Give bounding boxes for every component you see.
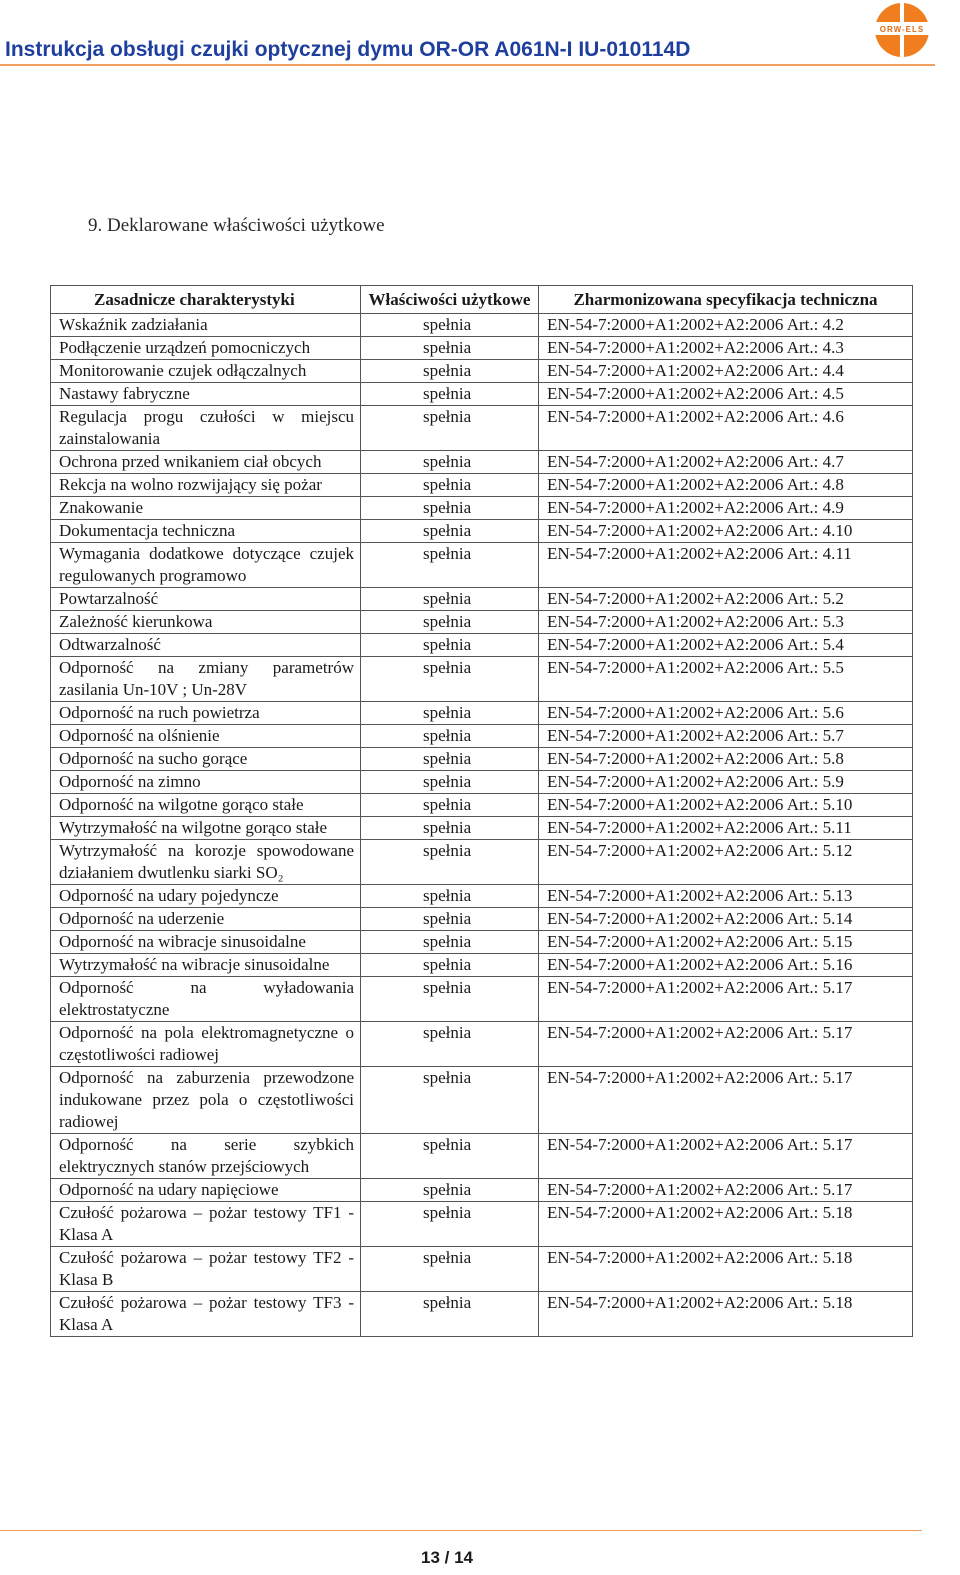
- table-row: [51, 543, 913, 588]
- cell-property: spełnia: [361, 908, 539, 931]
- cell-specification: EN-54-7:2000+A1:2002+A2:2006 Art.: 5.6: [539, 702, 913, 725]
- cell-property: spełnia: [361, 634, 539, 657]
- cell-characteristic: Odporność na udary napięciowe: [51, 1179, 361, 1202]
- cell-characteristic: Odporność na wyładowania elektrostatyczne: [51, 977, 361, 1022]
- cell-characteristic: Wytrzymałość na wilgotne gorąco stałe: [51, 817, 361, 840]
- cell-characteristic: Odporność na zimno: [51, 771, 361, 794]
- cell-specification: EN-54-7:2000+A1:2002+A2:2006 Art.: 5.13: [539, 885, 913, 908]
- cell-specification: EN-54-7:2000+A1:2002+A2:2006 Art.: 4.7: [539, 451, 913, 474]
- cell-property: spełnia: [361, 543, 539, 588]
- cell-specification: EN-54-7:2000+A1:2002+A2:2006 Art.: 5.18: [539, 1247, 913, 1292]
- cell-characteristic: Odporność na serie szybkich elektrycznych stanów przejściowych: [51, 1134, 361, 1179]
- cell-property: spełnia: [361, 1247, 539, 1292]
- cell-specification: EN-54-7:2000+A1:2002+A2:2006 Art.: 5.5: [539, 657, 913, 702]
- company-logo: [870, 0, 940, 62]
- table-row: [51, 1292, 913, 1337]
- cell-specification: EN-54-7:2000+A1:2002+A2:2006 Art.: 5.10: [539, 794, 913, 817]
- table-row: [51, 383, 913, 406]
- cell-property: spełnia: [361, 1134, 539, 1179]
- table-row: [51, 406, 913, 451]
- cell-property: spełnia: [361, 977, 539, 1022]
- cell-specification: EN-54-7:2000+A1:2002+A2:2006 Art.: 5.18: [539, 1292, 913, 1337]
- cell-specification: EN-54-7:2000+A1:2002+A2:2006 Art.: 5.14: [539, 908, 913, 931]
- cell-property: spełnia: [361, 360, 539, 383]
- column-header-properties: Właściwości użytkowe: [361, 286, 539, 314]
- table-row: [51, 1247, 913, 1292]
- table-header-row: [51, 286, 913, 314]
- cell-property: spełnia: [361, 451, 539, 474]
- cell-specification: EN-54-7:2000+A1:2002+A2:2006 Art.: 4.2: [539, 314, 913, 337]
- cell-characteristic: Czułość pożarowa – pożar testowy TF2 - Klasa B: [51, 1247, 361, 1292]
- table-row: [51, 840, 913, 885]
- table-body: [51, 314, 913, 1337]
- header-divider: [0, 64, 935, 66]
- cell-characteristic: Odporność na zmiany parametrów zasilania Un-10V ; Un-28V: [51, 657, 361, 702]
- footer-divider: [0, 1530, 922, 1531]
- cell-specification: EN-54-7:2000+A1:2002+A2:2006 Art.: 5.16: [539, 954, 913, 977]
- cell-characteristic: Wskaźnik zadziałania: [51, 314, 361, 337]
- cell-characteristic: Nastawy fabryczne: [51, 383, 361, 406]
- table-row: [51, 497, 913, 520]
- table-row: [51, 931, 913, 954]
- page-number: 13 / 14: [421, 1548, 473, 1567]
- cell-property: spełnia: [361, 1202, 539, 1247]
- cell-property: spełnia: [361, 314, 539, 337]
- cell-characteristic: Odtwarzalność: [51, 634, 361, 657]
- cell-specification: EN-54-7:2000+A1:2002+A2:2006 Art.: 5.15: [539, 931, 913, 954]
- cell-specification: EN-54-7:2000+A1:2002+A2:2006 Art.: 4.4: [539, 360, 913, 383]
- table-row: [51, 520, 913, 543]
- table-row: [51, 885, 913, 908]
- column-header-characteristics: Zasadnicze charakterystyki: [51, 286, 361, 314]
- cell-property: spełnia: [361, 1022, 539, 1067]
- cell-characteristic: Odporność na wibracje sinusoidalne: [51, 931, 361, 954]
- cell-property: spełnia: [361, 794, 539, 817]
- table-row: [51, 657, 913, 702]
- cell-property: spełnia: [361, 817, 539, 840]
- cell-property: spełnia: [361, 931, 539, 954]
- cell-characteristic: Wytrzymałość na wibracje sinusoidalne: [51, 954, 361, 977]
- cell-specification: EN-54-7:2000+A1:2002+A2:2006 Art.: 4.6: [539, 406, 913, 451]
- cell-property: spełnia: [361, 748, 539, 771]
- cell-property: spełnia: [361, 474, 539, 497]
- table-row: [51, 748, 913, 771]
- table-row: [51, 702, 913, 725]
- cell-property: spełnia: [361, 611, 539, 634]
- cell-specification: EN-54-7:2000+A1:2002+A2:2006 Art.: 5.17: [539, 977, 913, 1022]
- cell-specification: EN-54-7:2000+A1:2002+A2:2006 Art.: 5.7: [539, 725, 913, 748]
- cell-characteristic: Powtarzalność: [51, 588, 361, 611]
- cell-specification: EN-54-7:2000+A1:2002+A2:2006 Art.: 4.10: [539, 520, 913, 543]
- cell-specification: EN-54-7:2000+A1:2002+A2:2006 Art.: 5.4: [539, 634, 913, 657]
- document-title: Instrukcja obsługi czujki optycznej dymu OR-OR A061N-I IU-010114D: [5, 38, 691, 61]
- cell-characteristic: Odporność na sucho gorące: [51, 748, 361, 771]
- cell-specification: EN-54-7:2000+A1:2002+A2:2006 Art.: 4.5: [539, 383, 913, 406]
- cell-property: spełnia: [361, 1179, 539, 1202]
- cell-characteristic: Odporność na uderzenie: [51, 908, 361, 931]
- table-row: [51, 1202, 913, 1247]
- table-row: [51, 725, 913, 748]
- table-row: [51, 908, 913, 931]
- table-row: [51, 588, 913, 611]
- table-row: [51, 1179, 913, 1202]
- cell-property: spełnia: [361, 954, 539, 977]
- cell-specification: EN-54-7:2000+A1:2002+A2:2006 Art.: 5.8: [539, 748, 913, 771]
- cell-characteristic: Znakowanie: [51, 497, 361, 520]
- cell-property: spełnia: [361, 1067, 539, 1134]
- cell-property: spełnia: [361, 657, 539, 702]
- cell-specification: EN-54-7:2000+A1:2002+A2:2006 Art.: 5.17: [539, 1022, 913, 1067]
- column-header-specification: Zharmonizowana specyfikacja techniczna: [539, 286, 913, 314]
- cell-property: spełnia: [361, 520, 539, 543]
- cell-property: spełnia: [361, 497, 539, 520]
- cell-property: spełnia: [361, 771, 539, 794]
- table-row: [51, 634, 913, 657]
- cell-property: spełnia: [361, 1292, 539, 1337]
- logo-text: ORW-ELS: [879, 25, 925, 34]
- cell-property: spełnia: [361, 702, 539, 725]
- cell-specification: EN-54-7:2000+A1:2002+A2:2006 Art.: 5.12: [539, 840, 913, 885]
- table-row: [51, 771, 913, 794]
- cell-characteristic: Ochrona przed wnikaniem ciał obcych: [51, 451, 361, 474]
- cell-characteristic: Podłączenie urządzeń pomocniczych: [51, 337, 361, 360]
- cell-specification: EN-54-7:2000+A1:2002+A2:2006 Art.: 4.3: [539, 337, 913, 360]
- table-row: [51, 360, 913, 383]
- table-row: [51, 611, 913, 634]
- cell-specification: EN-54-7:2000+A1:2002+A2:2006 Art.: 5.3: [539, 611, 913, 634]
- table-row: [51, 1067, 913, 1134]
- cell-specification: EN-54-7:2000+A1:2002+A2:2006 Art.: 5.18: [539, 1202, 913, 1247]
- table-row: [51, 451, 913, 474]
- table-row: [51, 954, 913, 977]
- section-heading: 9. Deklarowane właściwości użytkowe: [88, 215, 385, 236]
- cell-property: spełnia: [361, 383, 539, 406]
- cell-characteristic: Czułość pożarowa – pożar testowy TF3 - Klasa A: [51, 1292, 361, 1337]
- cell-property: spełnia: [361, 406, 539, 451]
- cell-property: spełnia: [361, 725, 539, 748]
- cell-specification: EN-54-7:2000+A1:2002+A2:2006 Art.: 5.11: [539, 817, 913, 840]
- cell-characteristic: Zależność kierunkowa: [51, 611, 361, 634]
- table-row: [51, 1134, 913, 1179]
- cell-property: spełnia: [361, 337, 539, 360]
- cell-characteristic: Odporność na olśnienie: [51, 725, 361, 748]
- properties-table-container: [50, 285, 913, 1337]
- cell-characteristic: Wytrzymałość na korozje spowodowane działaniem dwutlenku siarki SO₂: [51, 840, 361, 885]
- cell-property: spełnia: [361, 588, 539, 611]
- table-row: [51, 977, 913, 1022]
- table-row: [51, 1022, 913, 1067]
- cell-characteristic: Odporność na ruch powietrza: [51, 702, 361, 725]
- cell-characteristic: Odporność na udary pojedyncze: [51, 885, 361, 908]
- cell-specification: EN-54-7:2000+A1:2002+A2:2006 Art.: 4.11: [539, 543, 913, 588]
- cell-specification: EN-54-7:2000+A1:2002+A2:2006 Art.: 5.17: [539, 1067, 913, 1134]
- cell-specification: EN-54-7:2000+A1:2002+A2:2006 Art.: 5.17: [539, 1134, 913, 1179]
- cell-property: spełnia: [361, 840, 539, 885]
- cell-characteristic: Odporność na pola elektromagnetyczne o częstotliwości radiowej: [51, 1022, 361, 1067]
- table-row: [51, 794, 913, 817]
- cell-specification: EN-54-7:2000+A1:2002+A2:2006 Art.: 5.2: [539, 588, 913, 611]
- declared-properties-table: [50, 285, 913, 1337]
- cell-characteristic: Odporność na zaburzenia przewodzone indukowane przez pola o częstotliwości radiowej: [51, 1067, 361, 1134]
- table-row: [51, 474, 913, 497]
- cell-property: spełnia: [361, 885, 539, 908]
- cell-specification: EN-54-7:2000+A1:2002+A2:2006 Art.: 5.9: [539, 771, 913, 794]
- cell-specification: EN-54-7:2000+A1:2002+A2:2006 Art.: 4.8: [539, 474, 913, 497]
- cell-specification: EN-54-7:2000+A1:2002+A2:2006 Art.: 4.9: [539, 497, 913, 520]
- cell-characteristic: Wymagania dodatkowe dotyczące czujek regulowanych programowo: [51, 543, 361, 588]
- cell-characteristic: Czułość pożarowa – pożar testowy TF1 - Klasa A: [51, 1202, 361, 1247]
- cell-characteristic: Regulacja progu czułości w miejscu zainstalowania: [51, 406, 361, 451]
- cell-characteristic: Dokumentacja techniczna: [51, 520, 361, 543]
- cell-characteristic: Monitorowanie czujek odłączalnych: [51, 360, 361, 383]
- cell-characteristic: Odporność na wilgotne gorąco stałe: [51, 794, 361, 817]
- cell-specification: EN-54-7:2000+A1:2002+A2:2006 Art.: 5.17: [539, 1179, 913, 1202]
- table-row: [51, 817, 913, 840]
- cell-characteristic: Rekcja na wolno rozwijający się pożar: [51, 474, 361, 497]
- table-row: [51, 314, 913, 337]
- table-row: [51, 337, 913, 360]
